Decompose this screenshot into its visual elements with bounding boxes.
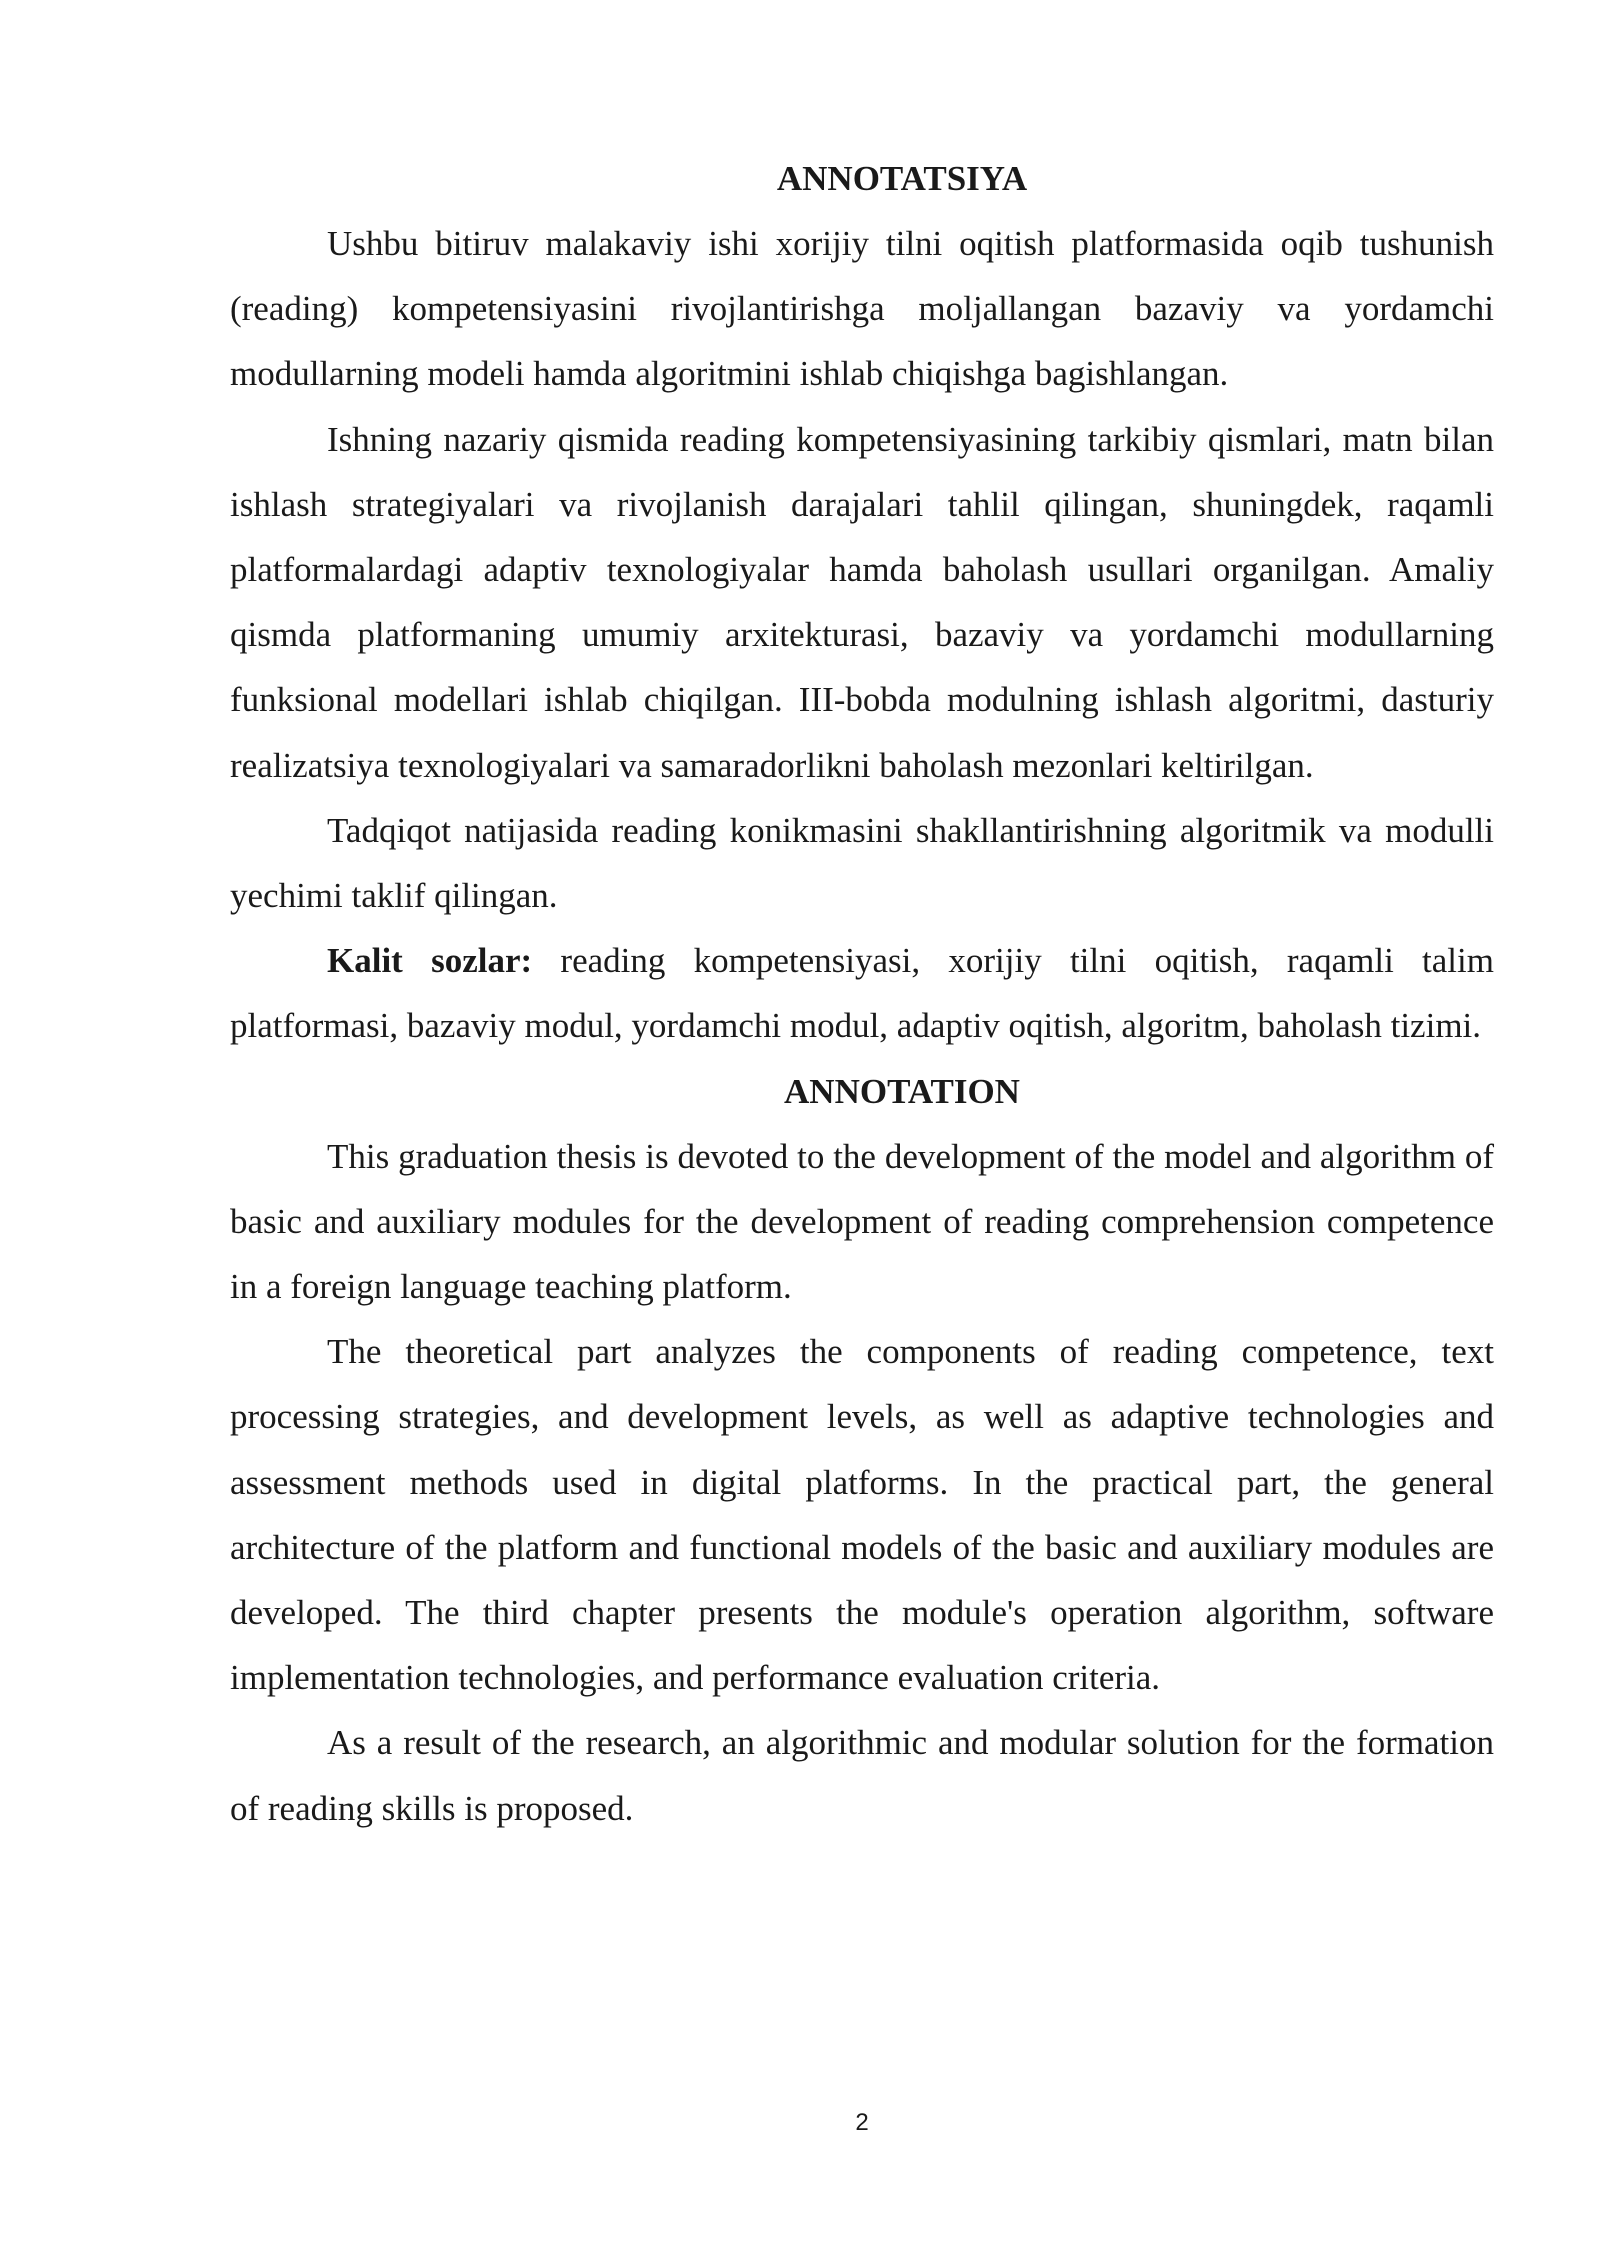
en-paragraph-3: As a result of the research, an algorithmic and modular solution for the formation of reading skills is proposed. <box>230 1723 1494 1828</box>
uz-paragraph-1: Ushbu bitiruv malakaviy ishi xorijiy tilni oqitish platformasida oqib tushunish (reading) kompetensiyasini rivojlantirishga moljallangan bazaviy va yordamchi modullarning modeli hamda algoritmini ishlab chiqishga bagishlangan. <box>230 224 1494 394</box>
page-number: 2 <box>855 2109 869 2136</box>
uz-keywords <box>230 928 1494 1058</box>
annotatsiya-heading: ANNOTATSIYA <box>776 159 1028 198</box>
en-paragraph-2: The theoretical part analyzes the components of reading competence, text processing strategies, and development levels, as well as adaptive technologies and assessment methods used in digital platforms. In the practical part, the general architecture of the platform and functional models of the basic and auxiliary modules are developed. The third chapter presents the module's operation algorithm, software implementation technologies, and performance evaluation criteria. <box>230 1332 1494 1698</box>
annotation-heading: ANNOTATION <box>784 1071 1020 1111</box>
en-paragraph-1: This graduation thesis is devoted to the development of the model and algorithm of basic and auxiliary modules for the development of reading comprehension competence in a foreign language teaching platform. <box>230 1136 1494 1307</box>
keywords-label: Kalit sozlar: <box>327 941 533 981</box>
uz-paragraph-2: Ishning nazariy qismida reading kompetensiyasining tarkibiy qismlari, matn bilan ishlash strategiyalari va rivojlanish darajalari tahlil qilingan, shuningdek, raqamli platformalardagi adaptiv texnologiyalar hamda baholash usullari organilgan. Amaliy qismda platformaning umumiy arxitekturasi, bazaviy va yordamchi modullarning funksional modellari ishlab chiqilgan. III-bobda modulning ishlash algoritmi, dasturiy realizatsiya texnologiyalari va samaradorlikni baholash mezonlari keltirilgan. <box>230 419 1494 785</box>
document-page <box>230 146 1494 1841</box>
uz-paragraph-3: Tadqiqot natijasida reading konikmasini shakllantirishning algoritmik va modulli yechimi taklif qilingan. <box>230 810 1494 916</box>
keywords-text: reading kompetensiyasi, xorijiy tilni oqitish, raqamli talim platformasi, bazaviy modul, yordamchi modul, adaptiv oqitish, algoritm, baholash tizimi. <box>230 941 1494 1046</box>
